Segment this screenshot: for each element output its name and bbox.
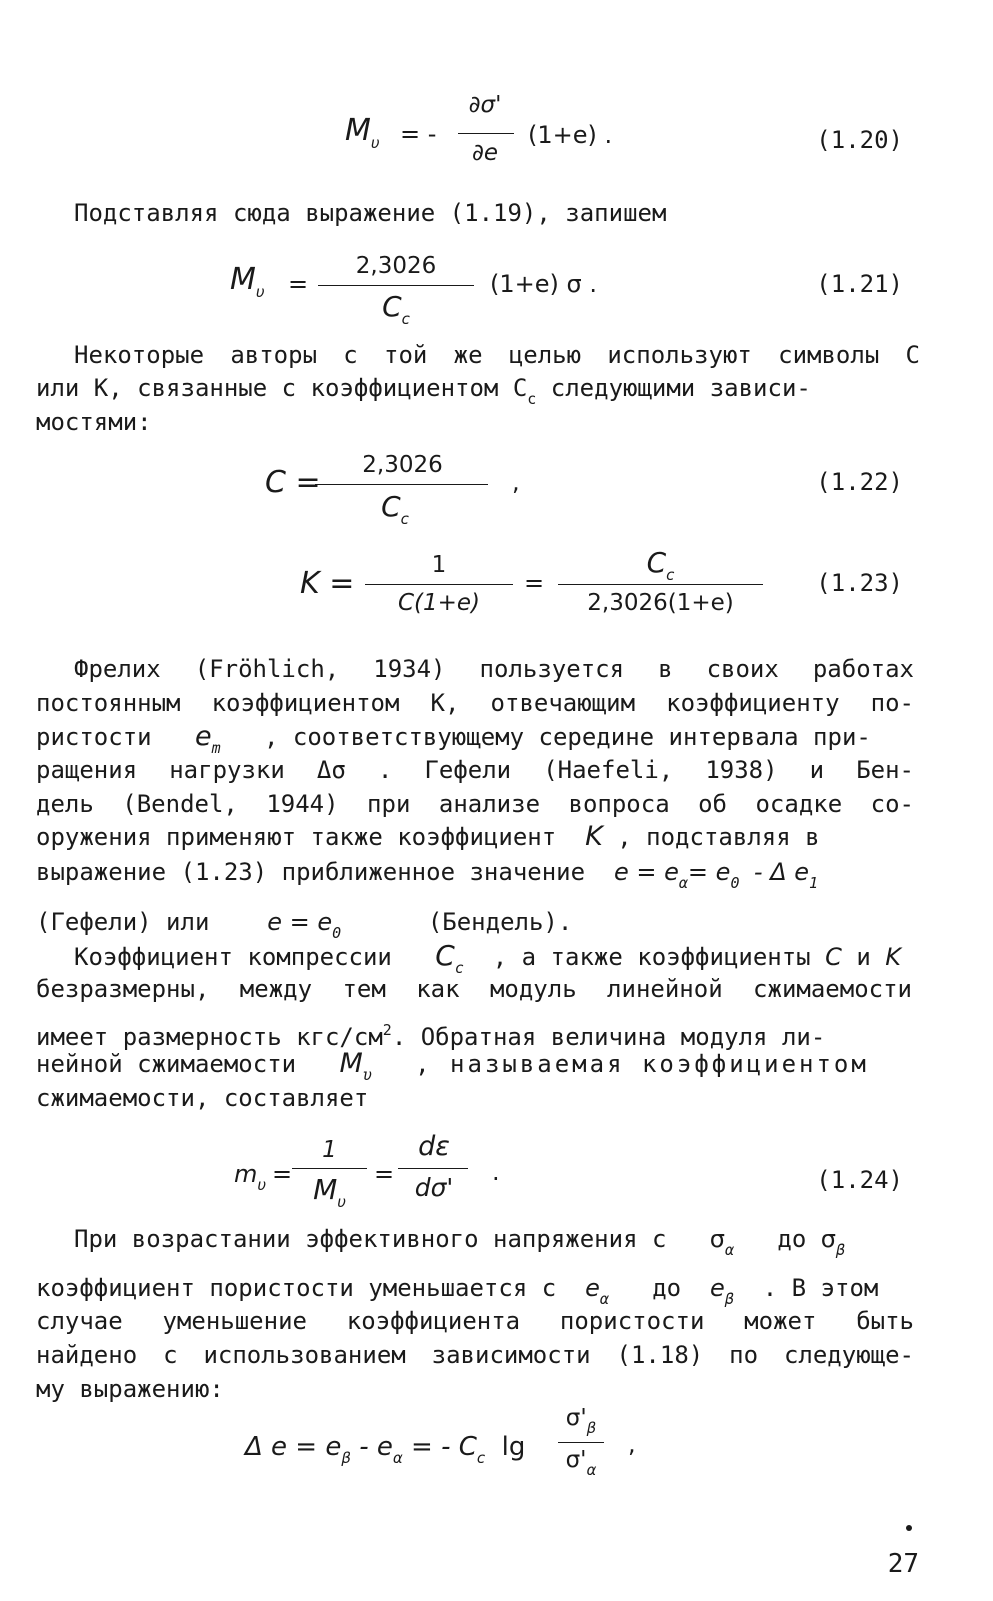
- paragraph-line: случае уменьшение коэффициента пористости может быть: [36, 1307, 914, 1335]
- fraction-bar: [558, 584, 763, 585]
- eq-numerator: 1: [322, 1137, 337, 1163]
- paragraph-line: Фрелих (Fröhlich, 1934) пользуется в своих работах: [74, 655, 914, 683]
- fraction-bar: [292, 1168, 367, 1169]
- eq-denominator: ∂e: [471, 140, 499, 166]
- paragraph-line: постоянным коэффициентом K, отвечающим коэффициенту по-: [36, 689, 914, 717]
- eq-numerator: 1: [431, 552, 447, 578]
- paragraph-line: му выражению:: [36, 1375, 224, 1403]
- paragraph-line: дель (Bendel, 1944) при анализе вопроса об осадке со-: [36, 790, 914, 818]
- paragraph-line: найдено с использованием зависимости (1.18) по следующе-: [36, 1341, 914, 1369]
- eq-sign: =: [272, 1160, 293, 1188]
- paragraph-line: Подставляя сюда выражение (1.19), запишем: [74, 199, 667, 227]
- eq-sign: =: [374, 1160, 395, 1188]
- paragraph-line: безразмерны, между тем как модуль линейной сжимаемости: [36, 975, 912, 1003]
- eq-denominator: $C_c$: [381, 490, 409, 528]
- fraction-bar: [315, 484, 488, 485]
- fraction-bar: [318, 285, 474, 286]
- eq-denominator: C(1+e): [397, 590, 481, 616]
- paragraph-line: оружения применяют также коэффициент K , подставляя в: [36, 821, 820, 852]
- page-mark: [906, 1525, 912, 1531]
- eq-numerator: $C_c$: [646, 546, 675, 584]
- fraction-bar: [398, 1168, 468, 1169]
- eq-rest: .: [492, 1158, 500, 1186]
- equation-number: (1.21): [816, 270, 903, 298]
- eq-rest: ,: [628, 1430, 636, 1458]
- eq-denominator: dσ': [414, 1173, 454, 1202]
- equation-number: (1.24): [816, 1166, 903, 1194]
- paragraph-line: сжимаемости, составляет: [36, 1084, 369, 1112]
- eq-sign: = -: [400, 120, 437, 148]
- eq-numerator: $\sigma'_\beta$: [565, 1405, 597, 1437]
- eq-lhs: $M_\upsilon$: [345, 113, 380, 152]
- eq-rest: (1+e) .: [528, 121, 613, 149]
- paragraph-line: нейной сжимаемости $M_\upsilon$ , называемая коэффициентом: [36, 1048, 869, 1084]
- eq-numerator: dε: [418, 1131, 450, 1162]
- equation-number: (1.20): [816, 126, 903, 154]
- paragraph-line: Некоторые авторы с той же целью используют символы C: [74, 341, 920, 369]
- paragraph-line: выражение (1.23) приближенное значение $e = e_\alpha= e_0 - \Delta$ $e_1$: [36, 858, 819, 892]
- eq-sign: =: [524, 569, 545, 597]
- paragraph-line: (Гефели) или $e = e_0$ (Бендель).: [36, 908, 573, 942]
- eq-rest: (1+e) σ .: [490, 270, 597, 298]
- equation-number: (1.23): [816, 569, 903, 597]
- equation-number: (1.22): [816, 468, 903, 496]
- eq-denominator: $C_c$: [382, 290, 410, 328]
- paragraph-line: мостями:: [36, 408, 152, 436]
- fraction-bar: [558, 1442, 604, 1443]
- eq-lhs: C =: [265, 465, 321, 500]
- eq-lhs: $M_\upsilon$: [230, 262, 265, 301]
- eq-lhs: K =: [300, 566, 355, 601]
- page-number: 27: [887, 1549, 919, 1579]
- paragraph-line: При возрастании эффективного напряжения с $\sigma_\alpha$ до $\sigma_\beta$: [74, 1225, 845, 1259]
- eq-denominator: 2,3026(1+e): [587, 590, 734, 616]
- eq-lhs: $m_\upsilon$: [234, 1160, 267, 1194]
- eq-denominator: $M_\upsilon$: [313, 1173, 346, 1211]
- eq-numerator: 2,3026: [362, 452, 443, 478]
- eq-numerator: 2,3026: [355, 253, 437, 279]
- paragraph-line: ращения нагрузки Δσ . Гефели (Haefeli, 1938) и Бен-: [36, 756, 914, 784]
- paragraph-line: ристости $e_m$ , соответствующему середине интервала при-: [36, 721, 871, 757]
- fraction-bar: [365, 584, 513, 585]
- eq-lhs: Δ $e = e_\beta - e_\alpha$ = - $C_c$ lg: [245, 1432, 526, 1467]
- paragraph-line: имеет размерность кгс/$см^2$. Обратная величина модуля ли-: [36, 1021, 826, 1051]
- eq-rest: ,: [512, 468, 520, 496]
- fraction-bar: [458, 133, 514, 134]
- paragraph-line: коэффициент пористости уменьшается с $e_\alpha$ до $e_\beta$ . В этом: [36, 1274, 879, 1308]
- paragraph-line: Коэффициент компрессии $C_c$ , а также коэффициенты C и K: [74, 939, 901, 977]
- paragraph-line: или K, связанные с коэффициентом $C_c$ следующими зависи-: [36, 374, 811, 408]
- eq-sign: =: [288, 270, 309, 298]
- eq-numerator: ∂σ': [468, 92, 502, 118]
- eq-denominator: $\sigma'_\alpha$: [565, 1447, 597, 1479]
